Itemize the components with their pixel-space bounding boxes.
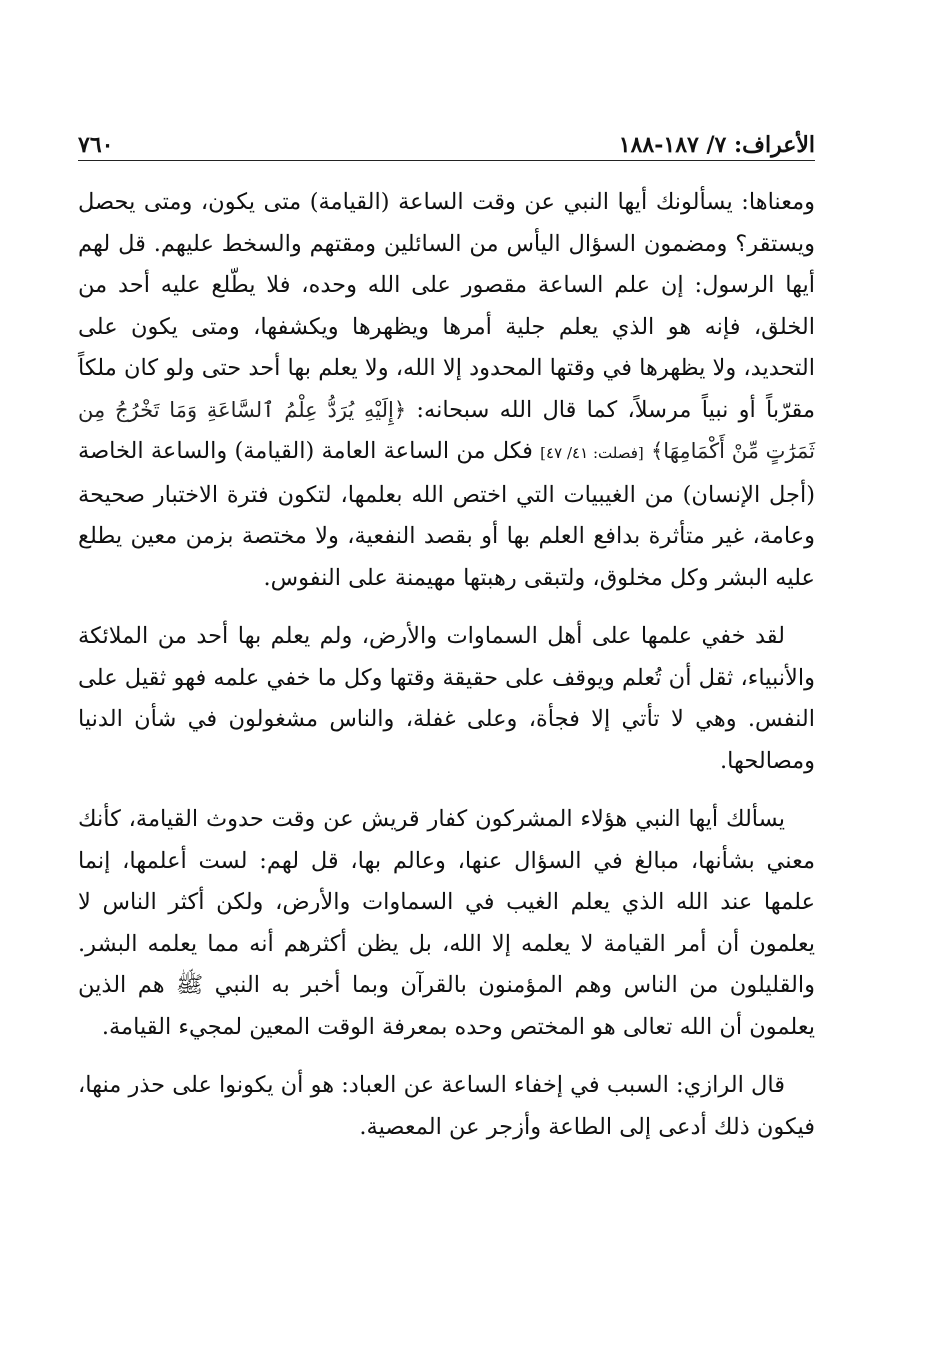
paragraph-2: لقد خفي علمها على أهل السماوات والأرض، ولم يعلم بها أحد من الملائكة والأنبياء، ثقل أن تُعلم ويوقف على حقيقة وقتها وكل ما خفي علمه فهو ثقيل على النفس. وهي لا تأتي إلا فجأة، وعلى غفلة، والناس مشغولون في شأن الدنيا ومصالحها. <box>78 623 815 774</box>
page-body <box>78 182 815 1148</box>
page-number: ٧٦٠ <box>78 132 114 158</box>
paragraph-1 <box>78 182 815 599</box>
chapter-reference: الأعراف: ٧/ ١٨٧-١٨٨ <box>618 132 815 158</box>
paragraph-1-text-a: ومعناها: يسألونك أيها النبي عن وقت الساعة (القيامة) متى يكون، ومتى يحصل ويستقر؟ ومضمون السؤال اليأس من السائلين ومقتهم والسخط عليهم. قل لهم أيها الرسول: إن علم الساعة مقصور على الله وحده، فلا يطّلع عليه أحد من الخلق، فإنه هو الذي يعلم جلية أمرها ويظهرها ويكشفها، ومتى يكون على التحديد، ولا يظهرها في وقتها المحدود إلا الله، ولا يعلم بها أحد حتى ولو كان ملكاً مقرّباً أو نبياً مرسلاً، كما قال الله سبحانه: <box>78 189 815 423</box>
book-page <box>78 0 815 1369</box>
verse-citation: [فصلت: ٤١/ ٤٧] <box>540 444 644 462</box>
quran-verse: ﴿إِلَيْهِ يُرَدُّ عِلْمُ ٱلسَّاعَةِ وَمَا تَخْرُجُ مِن ثَمَرَٰتٍ مِّنْ أَكْمَامِهَا﴾ <box>78 397 816 463</box>
paragraph-4: قال الرازي: السبب في إخفاء الساعة عن العباد: هو أن يكونوا على حذر منها، فيكون ذلك أدعى إلى الطاعة وأزجر عن المعصية. <box>78 1072 815 1140</box>
running-header <box>78 118 815 158</box>
header-divider <box>78 160 815 161</box>
paragraph-1-text-b: فكل من الساعة العامة (القيامة) والساعة الخاصة (أجل الإنسان) من الغيبيات التي اختص الله بعلمها، لتكون فترة الاختبار صحيحة وعامة، غير متأثرة بدافع العلم بها أو بقصد النفعية، ولا مختصة بزمن معين يطلع عليه البشر وكل مخلوق، ولتبقى رهبتها مهيمنة على النفوس. <box>78 438 815 591</box>
paragraph-3: يسألك أيها النبي هؤلاء المشركون كفار قريش عن وقت حدوث القيامة، كأنك معني بشأنها، مبالغ في السؤال عنها، وعالم بها، قل لهم: لست أعلمها، إنما علمها عند الله الذي يعلم الغيب في السماوات والأرض، ولكن أكثر الناس لا يعلمون أن أمر القيامة لا يعلمه إلا الله، بل يظن أكثرهم أنه مما يعلمه البشر. والقليلون من الناس وهم المؤمنون بالقرآن وبما أخبر به النبي ﷺ هم الذين يعلمون أن الله تعالى هو المختص وحده بمعرفة الوقت المعين لمجيء القيامة. <box>78 806 815 1040</box>
